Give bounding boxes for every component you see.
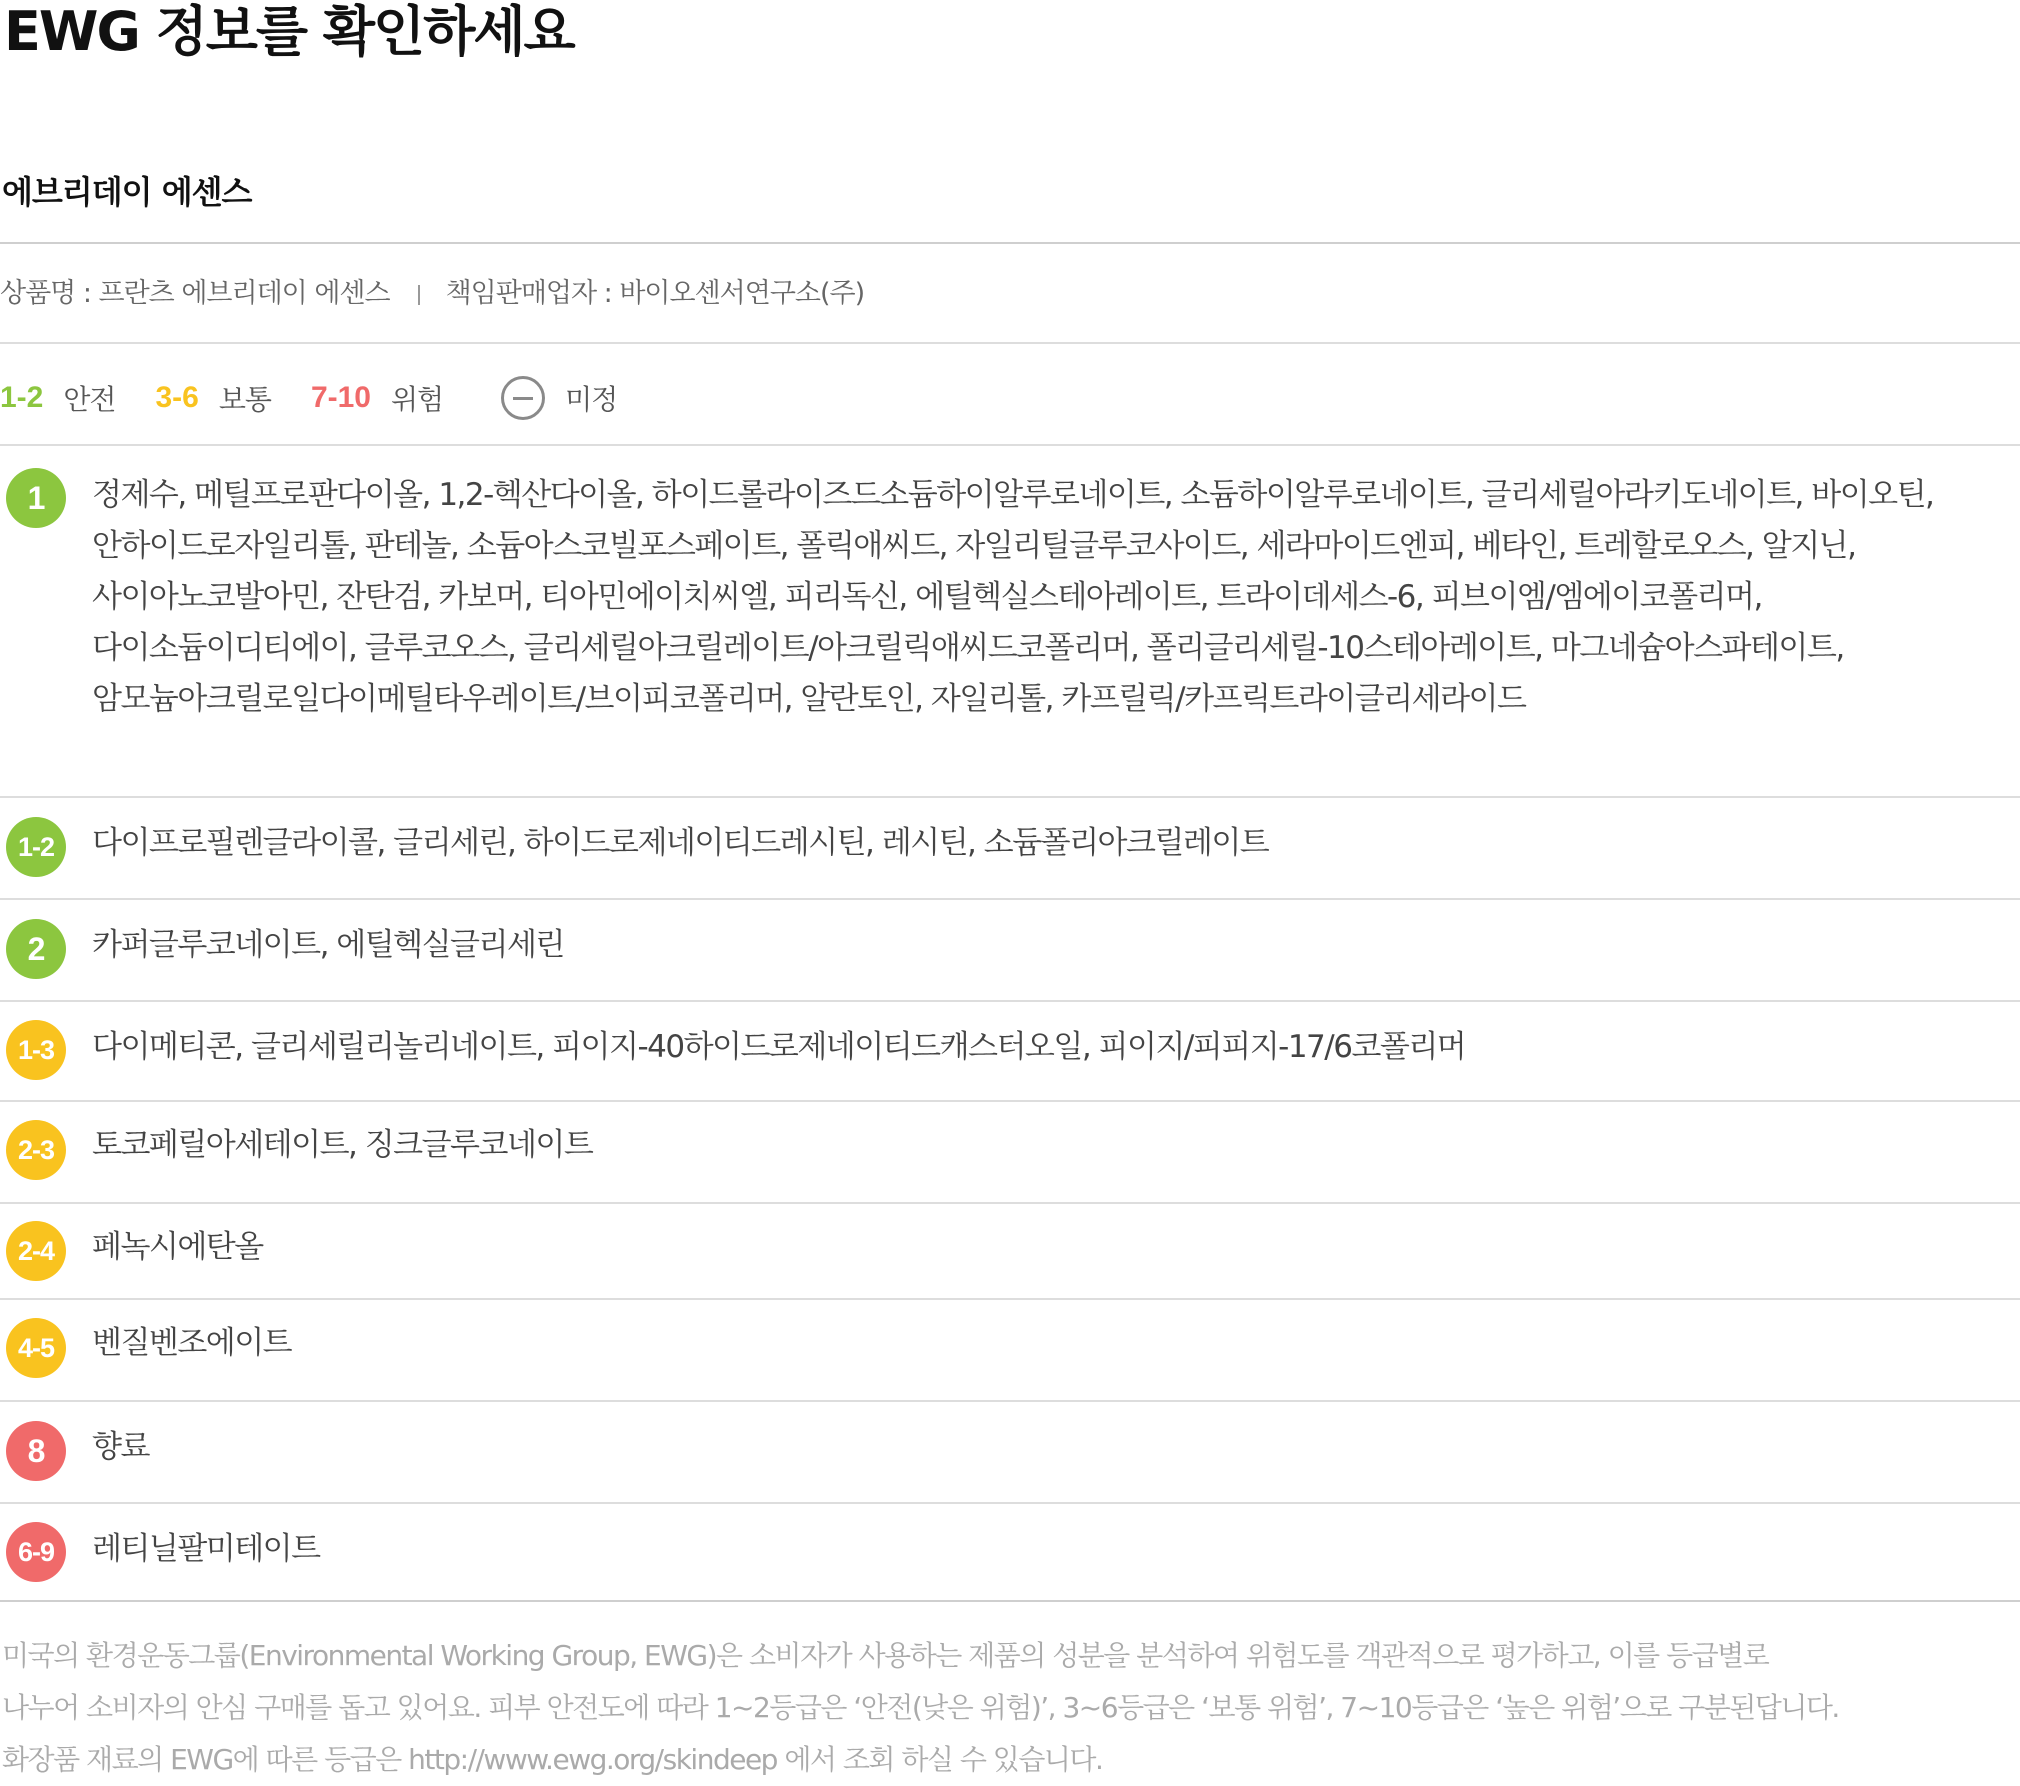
grade-row bbox=[0, 796, 2020, 898]
grade-row bbox=[0, 1298, 2020, 1400]
grade-badge: 2-3 bbox=[6, 1120, 66, 1180]
footnote-line: 나누어 소비자의 안심 구매를 돕고 있어요. 피부 안전도에 따라 1~2등급은 ‘안전(낮은 위험)’, 3~6등급은 ‘보통 위험’, 7~10등급은 ‘높은 위험’으로 구분된답니다. bbox=[2, 1691, 1839, 1724]
product-name: 에브리데이 에센스 bbox=[2, 173, 252, 211]
grade-row bbox=[0, 1502, 2020, 1602]
legend-label: 안전 bbox=[63, 383, 116, 416]
ingredient-list: 다이프로필렌글라이콜, 글리세린, 하이드로제네이티드레시틴, 레시틴, 소듐폴리아크릴레이트 bbox=[92, 825, 1269, 861]
grade-badge: 1-2 bbox=[6, 817, 66, 877]
grade-badge: 6-9 bbox=[6, 1522, 66, 1582]
ewg-footnote bbox=[2, 1630, 1992, 1786]
grade-badge: 1-3 bbox=[6, 1020, 66, 1080]
divider bbox=[0, 242, 2020, 244]
seller-label: 책임판매업자 : 바이오센서연구소(주) bbox=[445, 278, 865, 309]
grade-badge: 1 bbox=[6, 468, 66, 528]
ingredient-list: 페녹시에탄올 bbox=[92, 1229, 263, 1265]
product-label: 상품명 : 프란츠 에브리데이 에센스 bbox=[0, 278, 390, 309]
ingredient-list: 토코페릴아세테이트, 징크글루코네이트 bbox=[92, 1127, 593, 1163]
legend-grade: 3-6 bbox=[155, 381, 199, 414]
footnote-line: 미국의 환경운동그룹(Environmental Working Group, EWG)은 소비자가 사용하는 제품의 성분을 분석하여 위험도를 객관적으로 평가하고, 이를 등급별로 bbox=[2, 1639, 1769, 1672]
grade-legend bbox=[0, 372, 657, 424]
footnote-line: 화장품 재료의 EWG에 따른 등급은 http://www.ewg.org/skindeep 에서 조회 하실 수 있습니다. bbox=[2, 1743, 1103, 1776]
ingredient-list: 벤질벤조에이트 bbox=[92, 1325, 292, 1361]
legend-grade: 1-2 bbox=[0, 381, 44, 414]
grade-badge: 8 bbox=[6, 1421, 66, 1481]
grade-row bbox=[0, 444, 2020, 796]
product-info bbox=[0, 272, 864, 316]
ingredient-list: 카퍼글루코네이트, 에틸헥실글리세린 bbox=[92, 927, 564, 963]
minus-circle-icon bbox=[501, 376, 545, 420]
legend-label: 보통 bbox=[218, 383, 271, 416]
grade-row bbox=[0, 898, 2020, 1000]
legend-label: 위험 bbox=[390, 383, 444, 416]
separator bbox=[418, 285, 420, 305]
grade-row bbox=[0, 1400, 2020, 1502]
grade-badge: 2 bbox=[6, 919, 66, 979]
divider bbox=[0, 1600, 2020, 1602]
legend-label: 미정 bbox=[565, 383, 618, 416]
legend-undetermined bbox=[483, 376, 617, 420]
legend-safe bbox=[0, 378, 115, 418]
grade-row bbox=[0, 1000, 2020, 1100]
grade-badge: 4-5 bbox=[6, 1318, 66, 1378]
legend-moderate bbox=[155, 378, 270, 418]
ingredient-list: 정제수, 메틸프로판다이올, 1,2-헥산다이올, 하이드롤라이즈드소듐하이알루로네이트, 소듐하이알루로네이트, 글리세릴아라키도네이트, 바이오틴, 안하이드로자일리톨, 판테놀, 소듐아스코빌포스페이트, 폴릭애씨드, 자일리틸글루코사이드, 세라마이드엔피, 베타인, 트레할로오스, 알지닌, 사이아노코발아민, 잔탄검, 카보머, 티아민에이치씨엘, 피리독신, 에틸헥실스테아레이트, 트라이데세스-6, 피브이엠/엠에이코폴리머, 다이소듐이디티에이, 글루코오스, 글리세릴아크릴레이트/아크릴릭애씨드코폴리머, 폴리글리세릴-10스테아레이트, 마그네슘아스파테이트, 암모늄아크릴로일다이메틸타우레이트/브이피코폴리머, 알란토인, 자일리톨, 카프릴릭/카프릭트라이글리세라이드 bbox=[92, 477, 1934, 717]
ingredient-list: 레티닐팔미테이트 bbox=[92, 1531, 320, 1567]
grade-row bbox=[0, 1100, 2020, 1202]
legend-hazard bbox=[311, 378, 443, 418]
divider bbox=[0, 342, 2020, 344]
grade-row bbox=[0, 1202, 2020, 1298]
page-title: EWG 정보를 확인하세요 bbox=[4, 0, 574, 63]
grade-badge: 2-4 bbox=[6, 1221, 66, 1281]
legend-grade: 7-10 bbox=[310, 381, 371, 414]
ingredient-list: 향료 bbox=[92, 1429, 149, 1465]
ingredient-list: 다이메티콘, 글리세릴리놀리네이트, 피이지-40하이드로제네이티드캐스터오일, 피이지/피피지-17/6코폴리머 bbox=[92, 1029, 1466, 1065]
